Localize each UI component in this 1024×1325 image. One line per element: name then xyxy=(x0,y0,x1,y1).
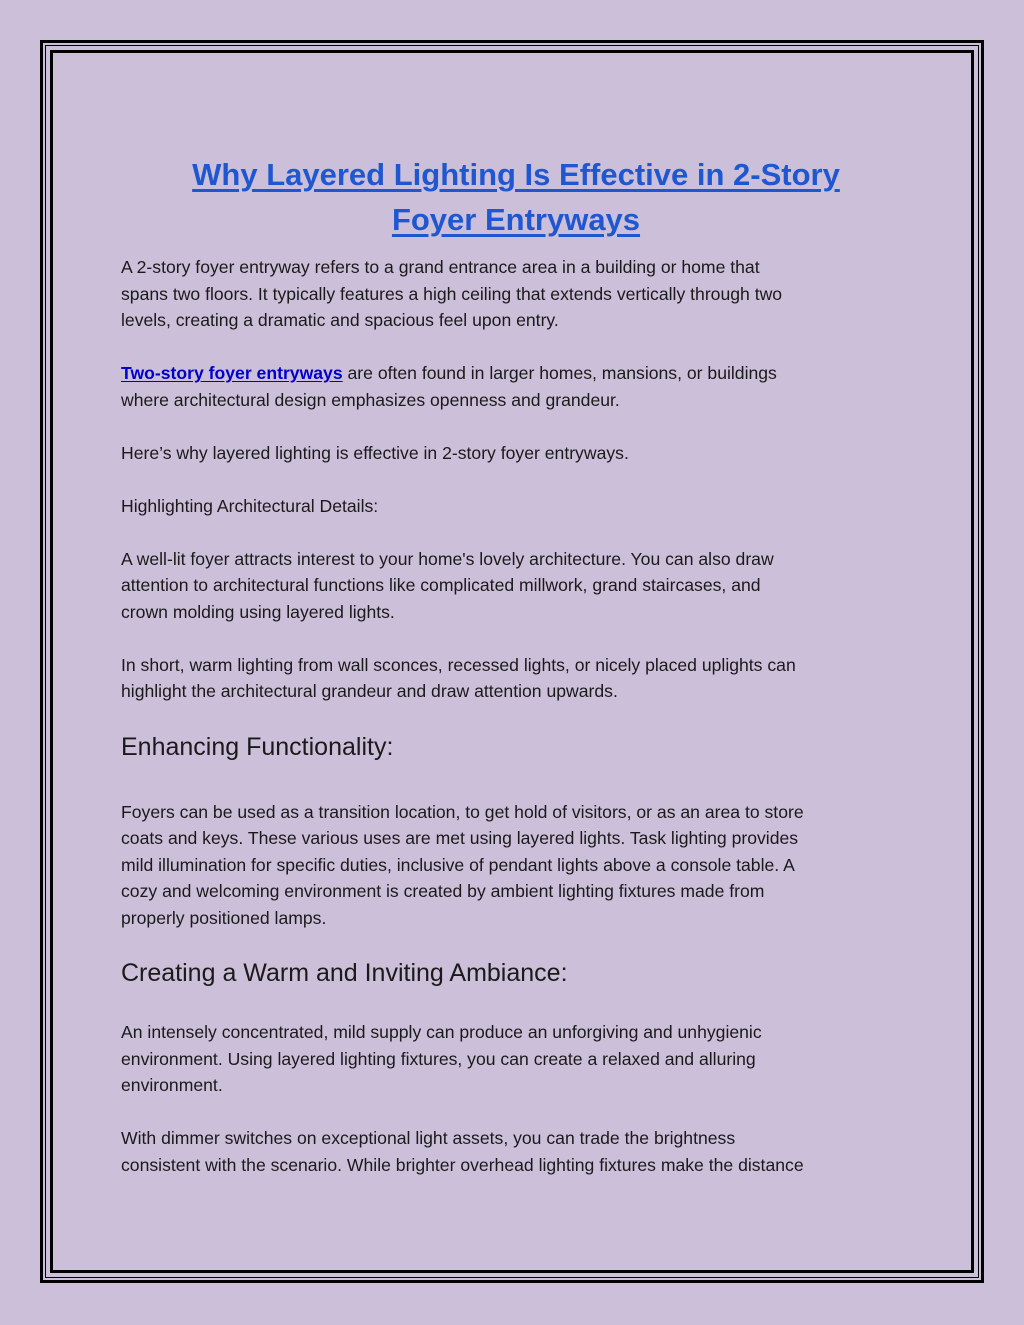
why-paragraph: Here’s why layered lighting is effective in 2-story foyer entryways. xyxy=(121,442,629,463)
architectural-p2-line-1: In short, warm lighting from wall sconces, recessed lights, or nicely placed uplights can xyxy=(121,654,796,675)
foyer-link-paragraph-line-2: where architectural design emphasizes openness and grandeur. xyxy=(121,389,620,410)
ambiance-paragraph-2 xyxy=(121,1125,911,1178)
functionality-line-1: Foyers can be used as a transition location, to get hold of visitors, or as an area to store xyxy=(121,801,804,822)
two-story-foyer-link[interactable]: Two-story foyer entryways xyxy=(121,363,343,383)
architectural-paragraph-2 xyxy=(121,652,911,705)
ambiance-p2-line-1: With dimmer switches on exceptional light assets, you can trade the brightness xyxy=(121,1128,736,1148)
page-title[interactable] xyxy=(121,152,911,242)
functionality-line-2: coats and keys. These various uses are met using layered lights. Task lighting provides xyxy=(121,828,799,848)
functionality-paragraph xyxy=(121,799,911,932)
ambiance-p1-line-2: environment. Using layered lighting fixtures, you can create a relaxed and alluring xyxy=(121,1048,756,1069)
section-heading-ambiance: Creating a Warm and Inviting Ambiance: xyxy=(121,959,568,987)
intro-line-2: spans two floors. It typically features a high ceiling that extends vertically through two xyxy=(121,283,783,304)
foyer-link-paragraph-line-1-rest: are often found in larger homes, mansions, or buildings xyxy=(342,363,777,383)
architectural-p1-line-2: attention to architectural functions like complicated millwork, grand staircases, and xyxy=(121,575,761,595)
ambiance-p2-line-2: consistent with the scenario. While brighter overhead lighting fixtures make the distance xyxy=(121,1154,804,1175)
foyer-link-paragraph xyxy=(121,360,911,413)
ambiance-p1-line-1: An intensely concentrated, mild supply can produce an unforgiving and unhygienic xyxy=(121,1022,762,1042)
intro-paragraph xyxy=(121,254,911,334)
page-title-line-2: Foyer Entryways xyxy=(391,202,641,237)
architectural-p1-line-1: A well-lit foyer attracts interest to your home's lovely architecture. You can also draw xyxy=(121,548,774,569)
architectural-p2-line-2: highlight the architectural grandeur and draw attention upwards. xyxy=(121,681,618,701)
document-body xyxy=(121,152,911,1178)
ambiance-paragraph-1 xyxy=(121,1019,911,1099)
functionality-line-4: cozy and welcoming environment is created by ambient lighting fixtures made from xyxy=(121,881,765,901)
intro-line-1: A 2-story foyer entryway refers to a grand entrance area in a building or home that xyxy=(121,257,760,277)
section-heading-functionality: Enhancing Functionality: xyxy=(121,732,394,761)
functionality-line-5: properly positioned lamps. xyxy=(121,907,327,928)
functionality-line-3: mild illumination for specific duties, inclusive of pendant lights above a console table. A xyxy=(121,854,795,875)
architectural-paragraph-1 xyxy=(121,546,911,626)
intro-line-3: levels, creating a dramatic and spacious feel upon entry. xyxy=(121,310,559,330)
section-heading-architectural: Highlighting Architectural Details: xyxy=(121,495,379,516)
page-title-line-1: Why Layered Lighting Is Effective in 2-Story xyxy=(192,157,840,192)
ambiance-p1-line-3: environment. xyxy=(121,1075,223,1095)
architectural-p1-line-3: crown molding using layered lights. xyxy=(121,601,395,622)
